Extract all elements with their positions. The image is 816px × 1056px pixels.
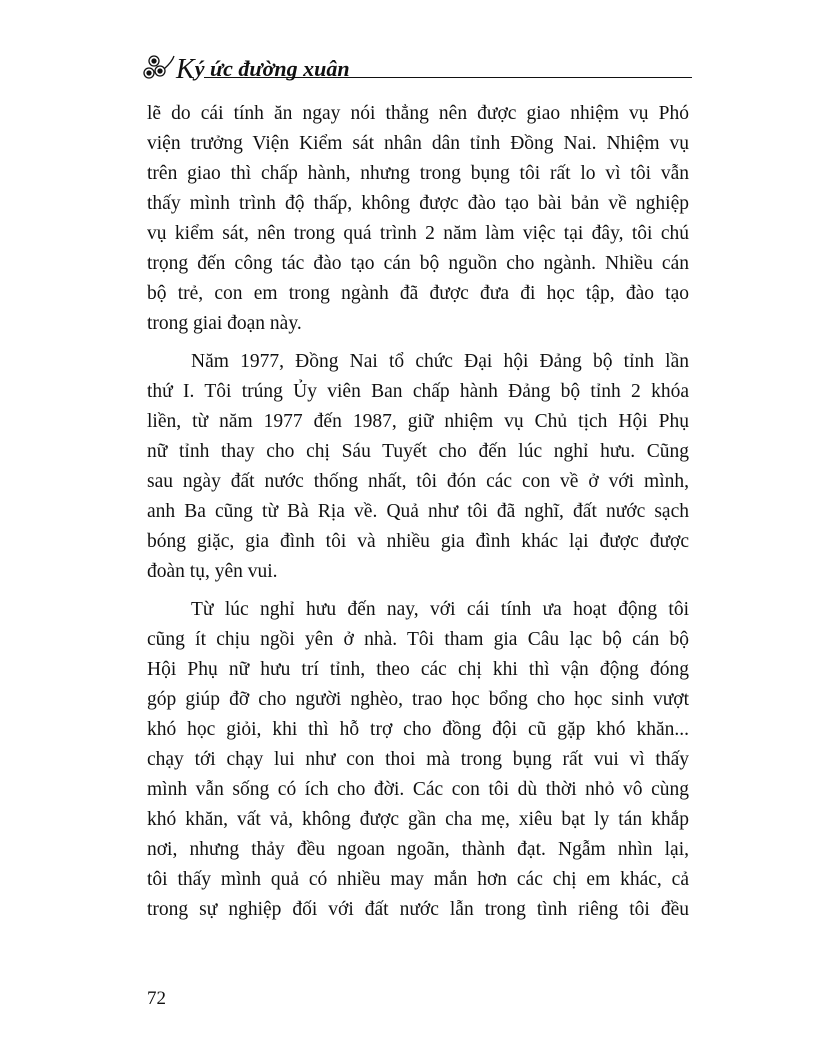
text-line: liền, từ năm 1977 đến 1987, giữ nhiệm vụ Chủ tịch Hội Phụ <box>147 411 689 432</box>
header-rule <box>204 77 692 78</box>
text-line: sau ngày đất nước thống nhất, tôi đón các con về ở với mình, <box>147 471 689 492</box>
text-line: trong sự nghiệp đối với đất nước lẫn trong tình riêng tôi đều <box>147 899 689 920</box>
text-line: trong giai đoạn này. <box>147 313 302 334</box>
header-title: Ký ức đường xuân <box>176 54 350 85</box>
text-line: anh Ba cũng từ Bà Rịa về. Quả như tôi đã nghĩ, đất nước sạch <box>147 501 689 522</box>
paragraph <box>147 99 689 339</box>
text-line: vụ kiểm sát, nên trong quá trình 2 năm làm việc tại đây, tôi chú <box>147 223 689 244</box>
text-line: nữ tỉnh thay cho chị Sáu Tuyết cho đến lúc nghỉ hưu. Cũng <box>147 441 689 462</box>
text-line: thấy mình trình độ thấp, không được đào tạo bài bản về nghiệp <box>147 193 689 214</box>
text-line: Năm 1977, Đồng Nai tổ chức Đại hội Đảng bộ tỉnh lần <box>191 351 689 372</box>
text-line: thứ I. Tôi trúng Ủy viên Ban chấp hành Đảng bộ tỉnh 2 khóa <box>147 381 689 402</box>
paragraph <box>147 347 689 587</box>
text-line: khó khăn, vất vả, không được gần cha mẹ, xiêu bạt ly tán khắp <box>147 809 689 830</box>
text-line: Từ lúc nghỉ hưu đến nay, với cái tính ưa hoạt động tôi <box>191 599 689 620</box>
text-line: khó học giỏi, khi thì hỗ trợ cho đồng đội cũ gặp khó khăn... <box>147 719 689 740</box>
text-line: lẽ do cái tính ăn ngay nói thẳng nên được giao nhiệm vụ Phó <box>147 103 689 124</box>
paragraph <box>147 595 689 925</box>
flower-ornament-icon <box>140 52 176 80</box>
running-header <box>140 52 692 85</box>
text-line: trọng đến công tác đào tạo cán bộ nguồn cho ngành. Nhiều cán <box>147 253 689 274</box>
text-line: nơi, nhưng thảy đều ngoan ngoãn, thành đạt. Ngẫm nhìn lại, <box>147 839 689 860</box>
text-line: chạy tới chạy lui như con thoi mà trong bụng rất vui vì thấy <box>147 749 689 770</box>
text-line: mình vẫn sống có ích cho đời. Các con tôi dù thời nhỏ vô cùng <box>147 779 689 800</box>
text-line: Hội Phụ nữ hưu trí tỉnh, theo các chị khi thì vận động đóng <box>147 659 689 680</box>
text-line: cũng ít chịu ngồi yên ở nhà. Tôi tham gia Câu lạc bộ cán bộ <box>147 629 689 650</box>
body-text <box>147 99 689 933</box>
text-line: trên giao thì chấp hành, nhưng trong bụng tôi rất lo vì tôi vẫn <box>147 163 689 184</box>
text-line: viện trưởng Viện Kiểm sát nhân dân tỉnh Đồng Nai. Nhiệm vụ <box>147 133 689 154</box>
text-line: góp giúp đỡ cho người nghèo, trao học bổng cho học sinh vượt <box>147 689 689 710</box>
text-line: bộ trẻ, con em trong ngành đã được đưa đi học tập, đào tạo <box>147 283 689 304</box>
page-number: 72 <box>147 988 166 1009</box>
text-line: tôi thấy mình quả có nhiều may mắn hơn các chị em khác, cả <box>147 869 689 890</box>
text-line: đoàn tụ, yên vui. <box>147 561 278 582</box>
text-line: bóng giặc, gia đình tôi và nhiều gia đình khác lại được được <box>147 531 689 552</box>
